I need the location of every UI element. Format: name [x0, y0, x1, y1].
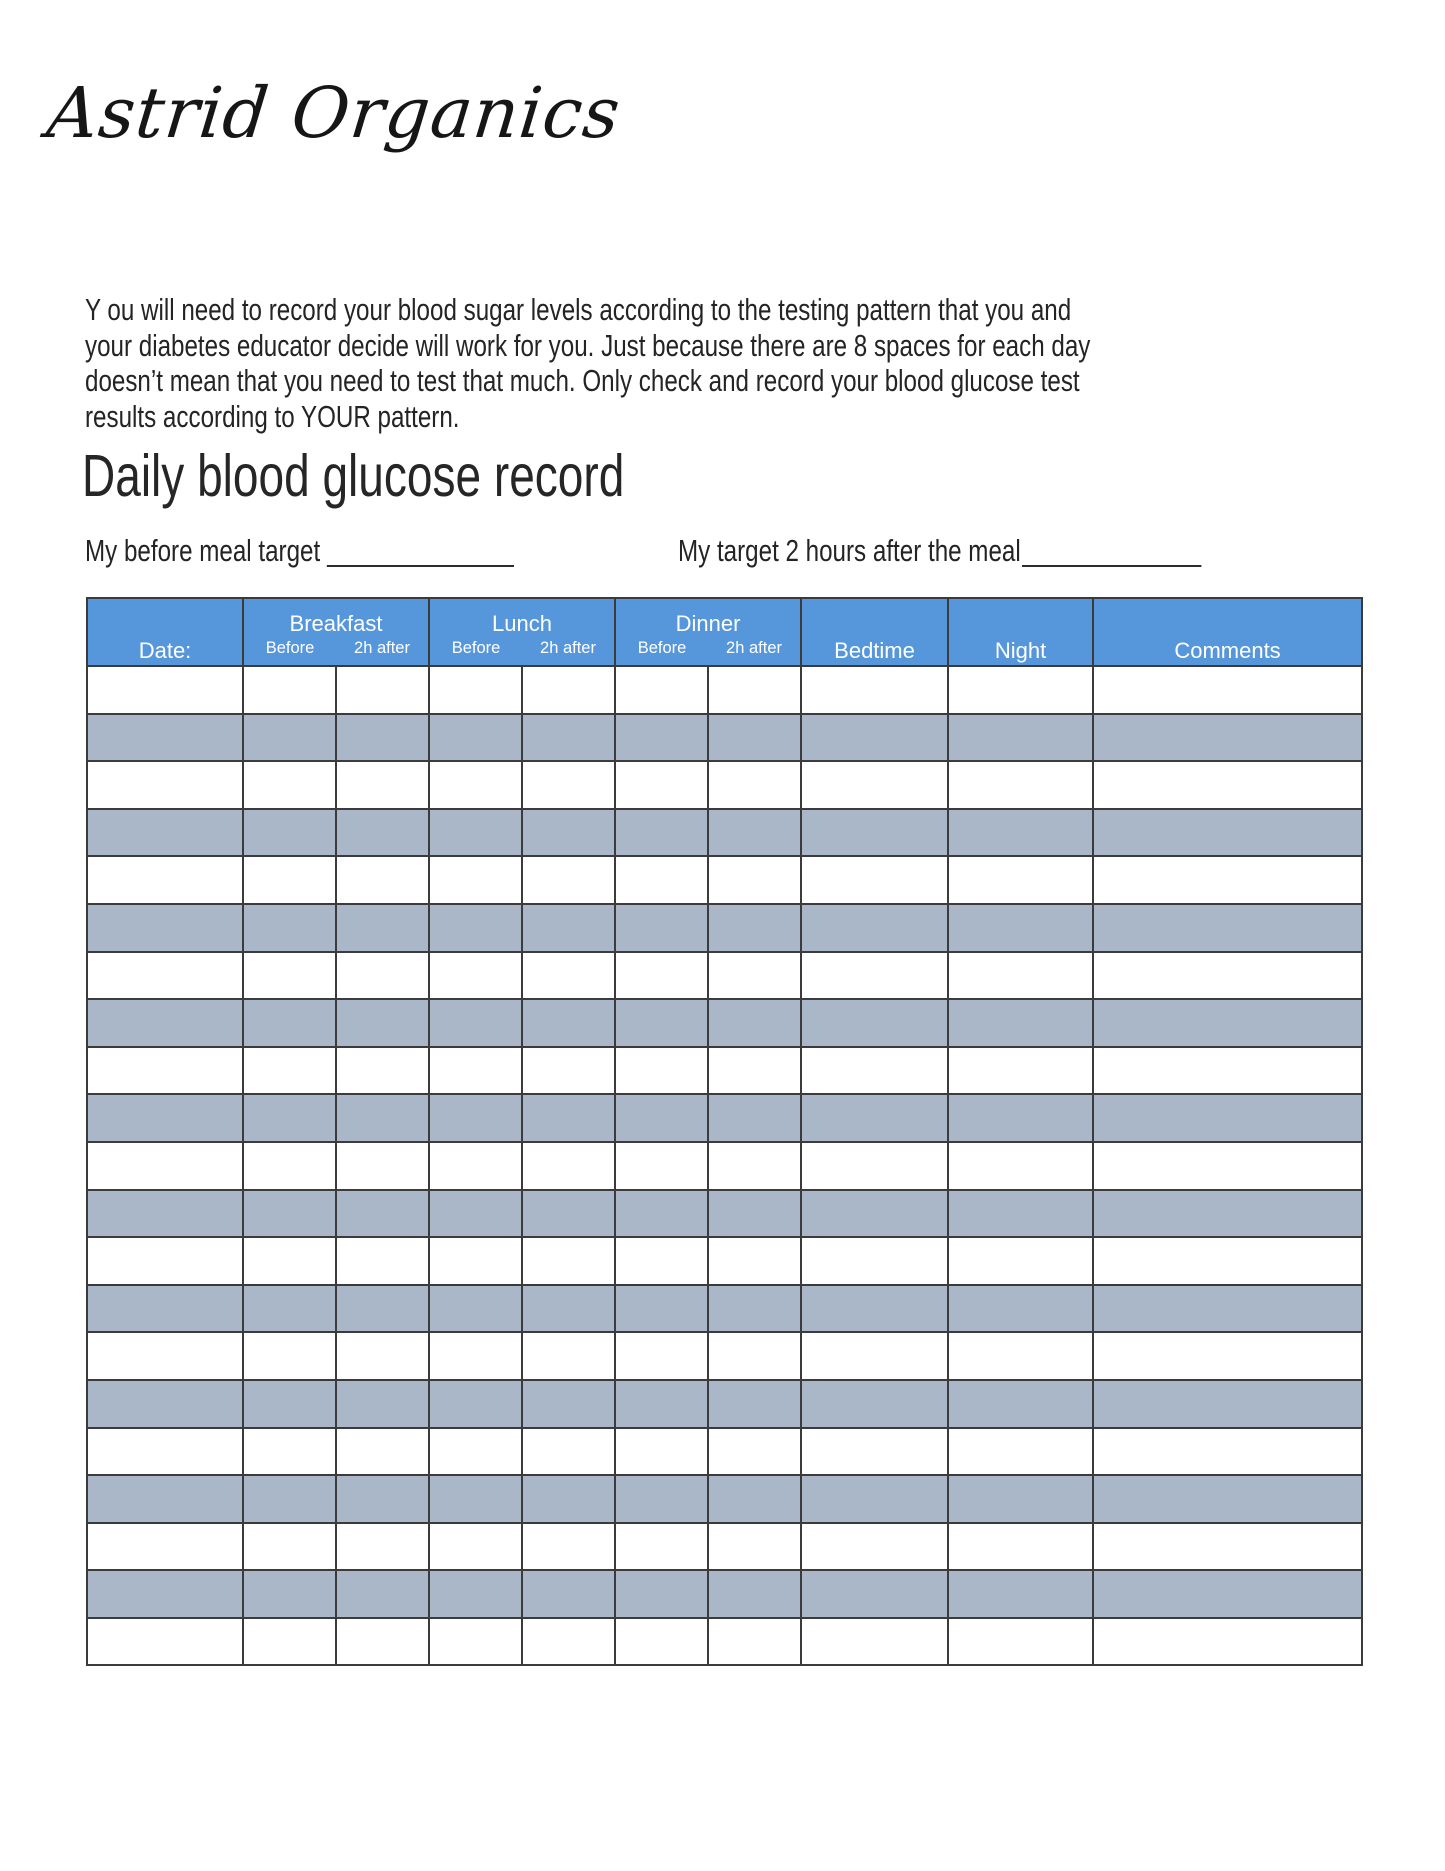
- record-cell: [243, 1285, 336, 1333]
- record-cell: [615, 761, 708, 809]
- record-cell: [1093, 1475, 1362, 1523]
- record-cell: [801, 1190, 948, 1238]
- record-row: [87, 809, 1362, 857]
- record-cell: [87, 1285, 243, 1333]
- header-lunch: Lunch: [429, 598, 615, 638]
- record-cell: [429, 904, 522, 952]
- record-cell: [522, 1475, 615, 1523]
- record-cell: [801, 1428, 948, 1476]
- record-cell: [801, 1047, 948, 1095]
- record-cell: [801, 666, 948, 714]
- record-cell: [87, 666, 243, 714]
- record-cell: [336, 666, 429, 714]
- record-cell: [522, 1047, 615, 1095]
- record-cell: [708, 952, 801, 1000]
- table-header: [87, 598, 1362, 666]
- record-row: [87, 666, 1362, 714]
- record-cell: [948, 666, 1093, 714]
- record-cell: [708, 1047, 801, 1095]
- record-cell: [948, 714, 1093, 762]
- record-cell: [522, 1618, 615, 1666]
- record-cell: [615, 856, 708, 904]
- record-row: [87, 952, 1362, 1000]
- record-cell: [948, 809, 1093, 857]
- record-cell: [615, 952, 708, 1000]
- record-cell: [615, 809, 708, 857]
- record-cell: [336, 952, 429, 1000]
- record-cell: [615, 1237, 708, 1285]
- record-cell: [948, 856, 1093, 904]
- record-row: [87, 1618, 1362, 1666]
- record-row: [87, 1475, 1362, 1523]
- record-cell: [615, 1618, 708, 1666]
- record-cell: [615, 999, 708, 1047]
- record-cell: [1093, 1094, 1362, 1142]
- record-cell: [87, 1190, 243, 1238]
- record-cell: [87, 1380, 243, 1428]
- record-cell: [87, 952, 243, 1000]
- record-cell: [1093, 1618, 1362, 1666]
- record-cell: [429, 714, 522, 762]
- record-cell: [708, 714, 801, 762]
- record-cell: [522, 714, 615, 762]
- header-breakfast-before: Before: [243, 638, 336, 666]
- record-cell: [1093, 1523, 1362, 1571]
- record-cell: [522, 1523, 615, 1571]
- record-cell: [429, 666, 522, 714]
- record-row: [87, 1523, 1362, 1571]
- record-cell: [708, 1475, 801, 1523]
- record-cell: [1093, 1380, 1362, 1428]
- record-cell: [336, 1094, 429, 1142]
- record-cell: [243, 1380, 336, 1428]
- record-cell: [336, 1380, 429, 1428]
- record-cell: [1093, 1285, 1362, 1333]
- record-cell: [87, 1523, 243, 1571]
- record-cell: [429, 1285, 522, 1333]
- record-cell: [336, 1618, 429, 1666]
- before-meal-target-blank: [326, 531, 513, 567]
- record-cell: [948, 1332, 1093, 1380]
- record-cell: [243, 761, 336, 809]
- header-comments: Comments: [1093, 598, 1362, 666]
- record-cell: [708, 809, 801, 857]
- record-cell: [1093, 809, 1362, 857]
- record-cell: [801, 761, 948, 809]
- record-cell: [708, 1237, 801, 1285]
- record-cell: [615, 1332, 708, 1380]
- record-cell: [429, 1380, 522, 1428]
- record-row: [87, 1380, 1362, 1428]
- record-row: [87, 714, 1362, 762]
- record-row: [87, 1570, 1362, 1618]
- record-cell: [87, 999, 243, 1047]
- record-cell: [336, 1570, 429, 1618]
- record-cell: [708, 1142, 801, 1190]
- record-cell: [522, 1428, 615, 1476]
- header-dinner: Dinner: [615, 598, 801, 638]
- record-cell: [708, 904, 801, 952]
- record-cell: [429, 952, 522, 1000]
- record-cell: [708, 1332, 801, 1380]
- glucose-table-body: [87, 666, 1362, 1665]
- record-cell: [615, 666, 708, 714]
- record-cell: [801, 1380, 948, 1428]
- record-cell: [243, 1475, 336, 1523]
- record-cell: [801, 714, 948, 762]
- record-cell: [87, 1618, 243, 1666]
- record-cell: [87, 1428, 243, 1476]
- header-lunch-2h-after: 2h after: [522, 638, 615, 666]
- record-cell: [336, 1285, 429, 1333]
- intro-line: results according to YOUR pattern.: [85, 398, 460, 434]
- record-row: [87, 1332, 1362, 1380]
- record-cell: [336, 856, 429, 904]
- record-cell: [336, 1428, 429, 1476]
- record-cell: [708, 666, 801, 714]
- record-cell: [1093, 761, 1362, 809]
- record-cell: [708, 1190, 801, 1238]
- record-cell: [522, 1380, 615, 1428]
- record-cell: [615, 714, 708, 762]
- record-cell: [801, 1523, 948, 1571]
- record-cell: [708, 999, 801, 1047]
- record-row: [87, 904, 1362, 952]
- header-dinner-before: Before: [615, 638, 708, 666]
- record-cell: [1093, 1190, 1362, 1238]
- record-cell: [948, 1237, 1093, 1285]
- record-cell: [1093, 856, 1362, 904]
- record-cell: [429, 1237, 522, 1285]
- record-row: [87, 1047, 1362, 1095]
- record-cell: [522, 904, 615, 952]
- record-cell: [948, 1570, 1093, 1618]
- record-cell: [615, 1094, 708, 1142]
- header-dinner-2h-after: 2h after: [708, 638, 801, 666]
- record-row: [87, 761, 1362, 809]
- record-cell: [336, 1475, 429, 1523]
- record-cell: [87, 1570, 243, 1618]
- record-cell: [615, 1380, 708, 1428]
- record-cell: [336, 1142, 429, 1190]
- record-cell: [801, 1475, 948, 1523]
- record-cell: [522, 999, 615, 1047]
- record-cell: [429, 856, 522, 904]
- record-cell: [1093, 999, 1362, 1047]
- header-night: Night: [948, 598, 1093, 666]
- header-date: Date:: [87, 598, 243, 666]
- record-cell: [243, 1332, 336, 1380]
- record-row: [87, 856, 1362, 904]
- record-cell: [243, 1618, 336, 1666]
- record-cell: [522, 1570, 615, 1618]
- record-cell: [522, 1094, 615, 1142]
- record-cell: [948, 1523, 1093, 1571]
- record-cell: [429, 999, 522, 1047]
- record-row: [87, 1285, 1362, 1333]
- record-cell: [1093, 904, 1362, 952]
- record-row: [87, 1094, 1362, 1142]
- header-breakfast: Breakfast: [243, 598, 429, 638]
- record-cell: [429, 1094, 522, 1142]
- record-cell: [429, 1570, 522, 1618]
- record-cell: [336, 904, 429, 952]
- record-cell: [87, 1237, 243, 1285]
- record-cell: [948, 1475, 1093, 1523]
- record-cell: [708, 1094, 801, 1142]
- record-cell: [615, 1523, 708, 1571]
- record-cell: [522, 761, 615, 809]
- brand-logo: Astrid Organics: [43, 72, 625, 154]
- record-cell: [801, 1142, 948, 1190]
- record-cell: [708, 1285, 801, 1333]
- record-cell: [615, 1475, 708, 1523]
- record-cell: [429, 1618, 522, 1666]
- record-cell: [1093, 1142, 1362, 1190]
- record-cell: [336, 1523, 429, 1571]
- record-cell: [615, 904, 708, 952]
- record-cell: [801, 1094, 948, 1142]
- record-cell: [801, 1570, 948, 1618]
- record-cell: [708, 1428, 801, 1476]
- record-cell: [1093, 1428, 1362, 1476]
- intro-paragraph: [85, 292, 1090, 434]
- record-cell: [522, 809, 615, 857]
- record-cell: [522, 666, 615, 714]
- record-cell: [429, 1142, 522, 1190]
- record-cell: [429, 1332, 522, 1380]
- record-cell: [1093, 666, 1362, 714]
- page-title: Daily blood glucose record: [82, 443, 625, 509]
- record-cell: [801, 999, 948, 1047]
- record-cell: [87, 1332, 243, 1380]
- record-cell: [708, 761, 801, 809]
- record-cell: [1093, 1047, 1362, 1095]
- record-cell: [87, 809, 243, 857]
- record-cell: [243, 952, 336, 1000]
- record-row: [87, 999, 1362, 1047]
- record-cell: [429, 1190, 522, 1238]
- record-row: [87, 1142, 1362, 1190]
- record-cell: [522, 1142, 615, 1190]
- record-cell: [522, 856, 615, 904]
- record-cell: [948, 1285, 1093, 1333]
- record-cell: [336, 1332, 429, 1380]
- record-cell: [429, 1523, 522, 1571]
- record-cell: [336, 714, 429, 762]
- record-cell: [948, 999, 1093, 1047]
- record-cell: [948, 1618, 1093, 1666]
- record-cell: [243, 1190, 336, 1238]
- record-cell: [1093, 1570, 1362, 1618]
- record-cell: [708, 1570, 801, 1618]
- record-cell: [948, 1380, 1093, 1428]
- record-cell: [801, 952, 948, 1000]
- record-cell: [87, 1094, 243, 1142]
- record-cell: [336, 809, 429, 857]
- record-cell: [336, 1237, 429, 1285]
- record-cell: [801, 856, 948, 904]
- record-cell: [429, 809, 522, 857]
- after-meal-target-label: My target 2 hours after the meal: [678, 533, 1021, 568]
- record-cell: [243, 904, 336, 952]
- record-cell: [801, 1618, 948, 1666]
- record-cell: [87, 1047, 243, 1095]
- record-cell: [948, 1094, 1093, 1142]
- record-cell: [522, 1237, 615, 1285]
- record-cell: [948, 1428, 1093, 1476]
- intro-line: your diabetes educator decide will work for you. Just because there are 8 spaces for each day: [85, 327, 1091, 363]
- intro-line: doesn’t mean that you need to test that much. Only check and record your blood glucose test: [85, 363, 1080, 398]
- glucose-record-table: [86, 597, 1363, 1666]
- record-cell: [522, 1190, 615, 1238]
- record-cell: [87, 856, 243, 904]
- record-cell: [243, 1047, 336, 1095]
- record-cell: [1093, 714, 1362, 762]
- record-cell: [1093, 1237, 1362, 1285]
- record-row: [87, 1428, 1362, 1476]
- intro-line: Y ou will need to record your blood sugar levels according to the testing pattern that you and: [85, 292, 1072, 327]
- record-row: [87, 1190, 1362, 1238]
- record-cell: [615, 1428, 708, 1476]
- record-cell: [708, 1618, 801, 1666]
- after-meal-target-row: [678, 531, 1202, 569]
- record-cell: [1093, 1332, 1362, 1380]
- record-cell: [429, 1047, 522, 1095]
- record-cell: [801, 1237, 948, 1285]
- record-cell: [336, 1047, 429, 1095]
- header-bedtime: Bedtime: [801, 598, 948, 666]
- record-cell: [708, 1380, 801, 1428]
- record-cell: [522, 1332, 615, 1380]
- record-cell: [243, 1570, 336, 1618]
- record-cell: [615, 1570, 708, 1618]
- record-cell: [243, 666, 336, 714]
- record-cell: [87, 1142, 243, 1190]
- record-row: [87, 1237, 1362, 1285]
- before-meal-target-row: [85, 531, 514, 569]
- record-cell: [243, 1094, 336, 1142]
- record-cell: [708, 856, 801, 904]
- record-cell: [243, 809, 336, 857]
- record-cell: [522, 952, 615, 1000]
- record-cell: [336, 999, 429, 1047]
- record-cell: [522, 1285, 615, 1333]
- record-cell: [801, 1285, 948, 1333]
- record-cell: [948, 1047, 1093, 1095]
- record-cell: [336, 761, 429, 809]
- record-cell: [948, 761, 1093, 809]
- record-cell: [87, 1475, 243, 1523]
- record-cell: [243, 1237, 336, 1285]
- before-meal-target-label: My before meal target: [85, 533, 321, 568]
- record-cell: [948, 952, 1093, 1000]
- record-cell: [243, 1428, 336, 1476]
- record-cell: [615, 1285, 708, 1333]
- record-cell: [243, 1142, 336, 1190]
- record-cell: [243, 999, 336, 1047]
- record-cell: [429, 1428, 522, 1476]
- record-cell: [801, 1332, 948, 1380]
- record-cell: [1093, 952, 1362, 1000]
- record-cell: [429, 1475, 522, 1523]
- record-cell: [243, 1523, 336, 1571]
- after-meal-target-blank: [1022, 531, 1201, 567]
- record-cell: [87, 714, 243, 762]
- record-cell: [801, 904, 948, 952]
- record-cell: [336, 1190, 429, 1238]
- record-cell: [708, 1523, 801, 1571]
- record-cell: [615, 1190, 708, 1238]
- record-cell: [615, 1047, 708, 1095]
- record-cell: [87, 904, 243, 952]
- record-cell: [948, 1190, 1093, 1238]
- record-cell: [87, 761, 243, 809]
- record-cell: [801, 809, 948, 857]
- header-breakfast-2h-after: 2h after: [336, 638, 429, 666]
- record-cell: [615, 1142, 708, 1190]
- record-cell: [243, 714, 336, 762]
- record-cell: [429, 761, 522, 809]
- record-cell: [948, 1142, 1093, 1190]
- record-cell: [243, 856, 336, 904]
- record-cell: [948, 904, 1093, 952]
- header-lunch-before: Before: [429, 638, 522, 666]
